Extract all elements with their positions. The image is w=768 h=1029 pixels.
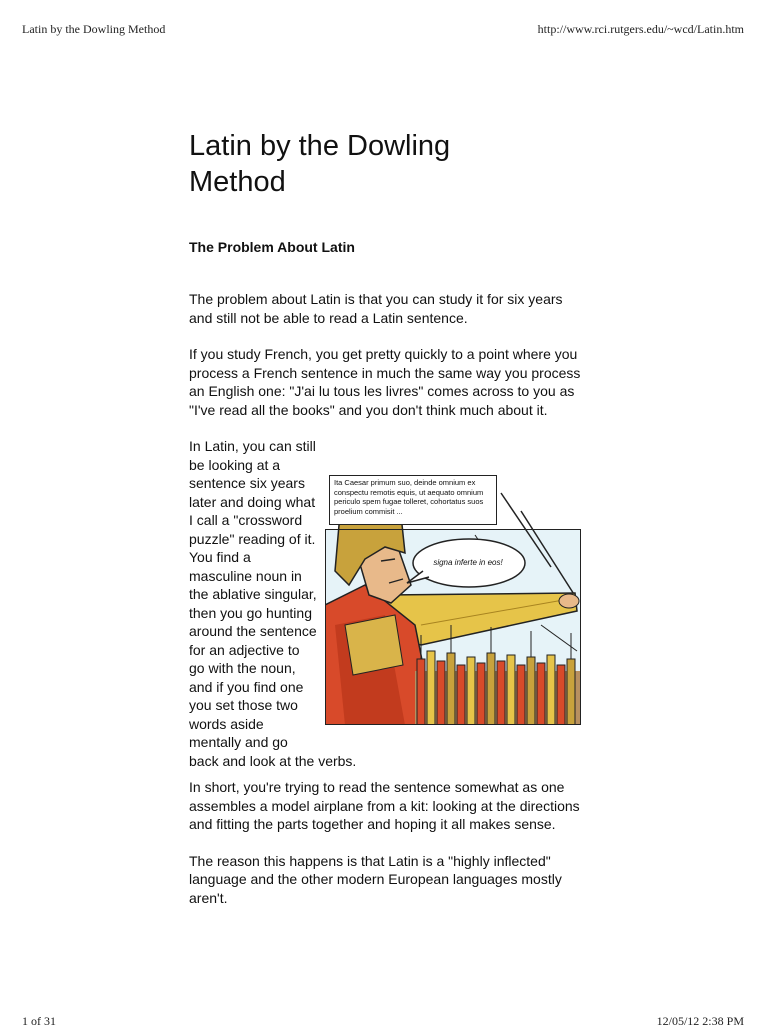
document-body — [189, 128, 581, 925]
paragraph-3: In Latin, you can still be looking at a sentence six years later and doing what I call a "crossword puzzle" reading of it. You find a masculine noun in the ablative singular, then you go hunting around the sentence for an adjective to go with the noun, and if you find one you set those two words aside mentally and go back and look at the verbs. — [189, 438, 357, 769]
print-header-title: Latin by the Dowling Method — [22, 22, 166, 36]
print-footer-date: 12/05/12 2:38 PM — [656, 1014, 744, 1028]
print-header-url[interactable]: http://www.rci.rutgers.edu/~wcd/Latin.htm — [537, 22, 744, 36]
comic-caption-box: Ita Caesar primum suo, deinde omnium ex conspectu remotis equis, ut aequato omnium periculo spem fugae tolleret, cohortatus suos proelium commisit ... — [329, 475, 497, 525]
section-heading: The Problem About Latin — [189, 239, 355, 255]
caesar-comic-illustration — [325, 475, 581, 725]
paragraph-4: In short, you're trying to read the sentence somewhat as one assembles a model airplane from a kit: looking at the directions and fitting the parts together and hoping it all makes sense. — [189, 779, 580, 832]
paragraph-3-block — [189, 437, 581, 770]
page-title: Latin by the Dowling Method — [189, 130, 451, 198]
paragraph-2: If you study French, you get pretty quickly to a point where you process a French sentence in much the same way you process an English one: "J'ai lu tous les livres" comes across to you as "I've read all the books" and you don't think much about it. — [189, 346, 581, 418]
print-footer-page: 1 of 31 — [22, 1014, 56, 1028]
paragraph-1: The problem about Latin is that you can study it for six years and still not be able to read a Latin sentence. — [189, 291, 563, 326]
paragraph-5: The reason this happens is that Latin is a "highly inflected" language and the other modern European languages mostly aren't. — [189, 852, 562, 906]
speech-bubble-text: signa inferte in eos! — [433, 558, 503, 567]
